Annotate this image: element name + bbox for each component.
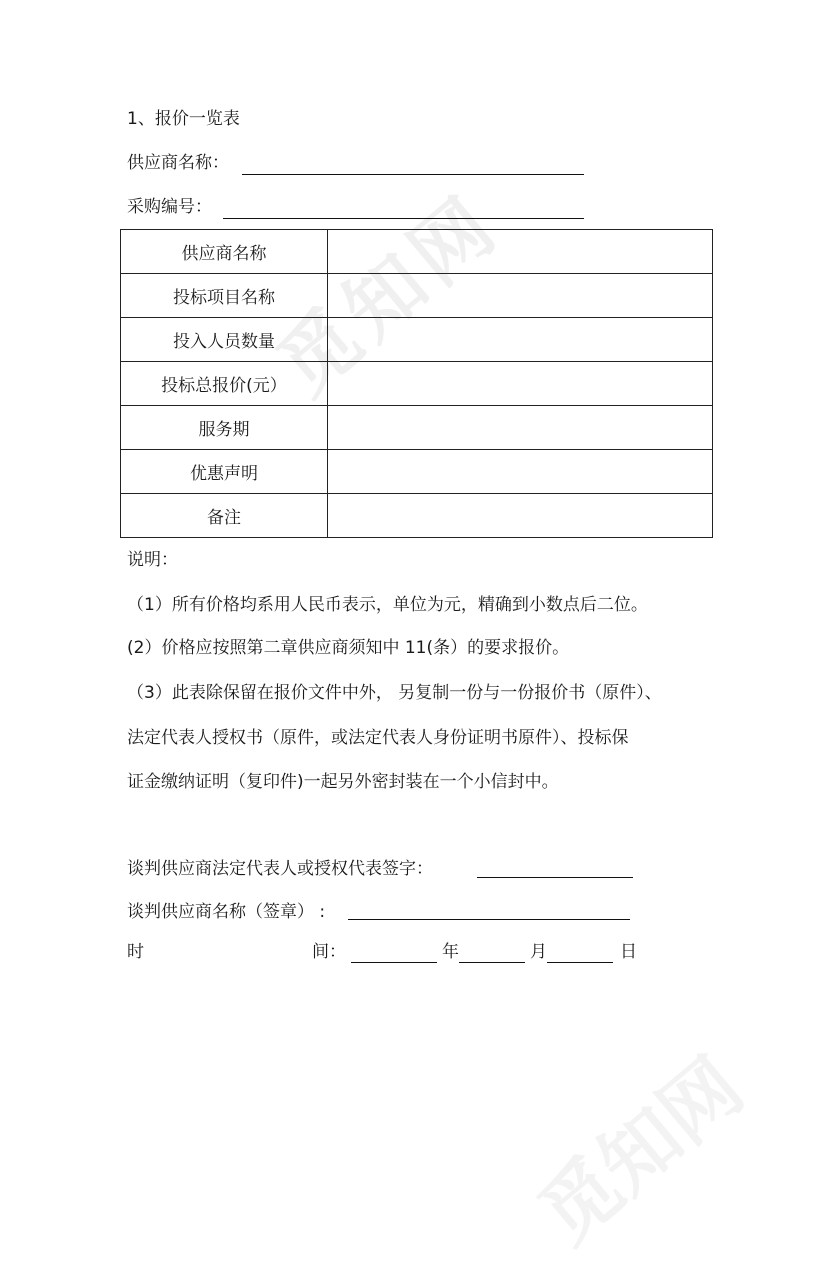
watermark-bottom: 觅知网 (522, 1041, 761, 1262)
supplier-name-blank[interactable] (242, 174, 584, 175)
row-label: 供应商名称 (121, 230, 328, 274)
row-label: 服务期 (121, 406, 328, 450)
note-3-line-3: 证金缴纳证明（复印件)一起另外密封装在一个小信封中。 (127, 772, 559, 792)
row-value[interactable] (328, 406, 713, 450)
table-row (121, 230, 713, 274)
note-2: (2）价格应按照第二章供应商须知中 11(条）的要求报价。 (127, 638, 570, 658)
row-value[interactable] (328, 362, 713, 406)
year-blank[interactable] (351, 962, 437, 963)
time-label-start: 时 (127, 942, 144, 962)
note-3-line-1: （3）此表除保留在报价文件中外， 另复制一份与一份报价书（原件）、 (127, 683, 662, 703)
month-blank[interactable] (459, 962, 525, 963)
row-label: 投入人员数量 (121, 318, 328, 362)
table-row (121, 494, 713, 538)
row-value[interactable] (328, 318, 713, 362)
row-label: 投标项目名称 (121, 274, 328, 318)
table-row (121, 406, 713, 450)
watermark: 觅知网 (261, 177, 518, 413)
row-label: 备注 (121, 494, 328, 538)
table-row (121, 362, 713, 406)
supplier-seal-label: 谈判供应商名称（签章） : (127, 902, 326, 922)
time-label-end: 间： (312, 942, 346, 962)
representative-signature-label: 谈判供应商法定代表人或授权代表签字： (127, 859, 433, 879)
quote-table (120, 229, 713, 538)
row-value[interactable] (328, 230, 713, 274)
supplier-name-label: 供应商名称： (127, 153, 229, 173)
year-label: 年 (442, 942, 459, 962)
day-label: 日 (620, 942, 637, 962)
day-blank[interactable] (547, 962, 613, 963)
page-heading: 1、报价一览表 (127, 109, 240, 129)
row-label: 投标总报价(元） (121, 362, 328, 406)
row-value[interactable] (328, 274, 713, 318)
note-3-line-2: 法定代表人授权书（原件，或法定代表人身份证明书原件）、投标保 (127, 728, 629, 748)
note-1: （1）所有价格均系用人民币表示，单位为元，精确到小数点后二位。 (127, 595, 648, 615)
row-value[interactable] (328, 450, 713, 494)
supplier-seal-blank[interactable] (348, 919, 630, 920)
month-label: 月 (530, 942, 547, 962)
procurement-no-label: 采购编号： (127, 197, 212, 217)
table-row (121, 318, 713, 362)
row-label: 优惠声明 (121, 450, 328, 494)
row-value[interactable] (328, 494, 713, 538)
notes-title: 说明： (127, 550, 178, 570)
table-row (121, 274, 713, 318)
procurement-no-blank[interactable] (223, 218, 584, 219)
table-row (121, 450, 713, 494)
representative-signature-blank[interactable] (477, 877, 633, 878)
